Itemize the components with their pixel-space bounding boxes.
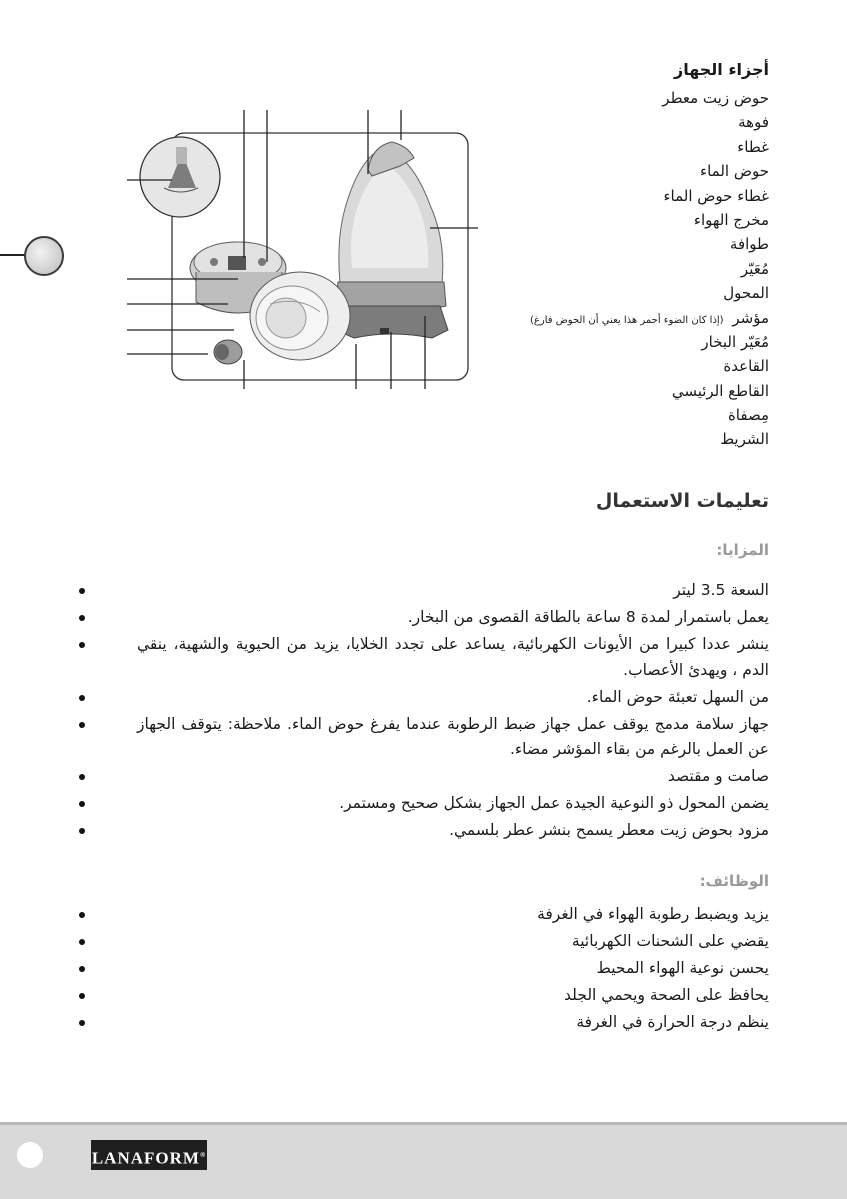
part-item: مخرج الهواء xyxy=(693,210,769,229)
advantage-item: السعة 3.5 ليتر xyxy=(137,578,769,604)
advantage-item: يضمن المحول ذو النوعية الجيدة عمل الجهاز بشكل صحيح ومستمر. xyxy=(137,791,769,817)
part-item: المحول xyxy=(723,284,769,303)
part-item: مُعَيّر البخار xyxy=(701,332,769,351)
function-item: يقضي على الشحنات الكهربائية xyxy=(137,929,769,955)
function-item: يحافظ على الصحة ويحمي الجلد xyxy=(137,983,769,1009)
function-item: يحسن نوعية الهواء المحيط xyxy=(137,956,769,982)
part-item-indicator xyxy=(530,306,769,330)
parts-list xyxy=(530,86,769,452)
advantages-title: المزايا: xyxy=(716,541,769,559)
part-item: فوهة xyxy=(738,113,769,132)
advantage-item: ينشر عددا كبيرا من الأيونات الكهربائية، يساعد على تجدد الخلايا، يزيد من الحيوية والشهية، ينقي الدم ، ويهدئ الأعصاب. xyxy=(137,632,769,683)
part-item: غطاء xyxy=(737,137,769,156)
usage-title: تعليمات الاستعمال xyxy=(595,490,769,512)
advantage-item: من السهل تعبئة حوض الماء. xyxy=(137,685,769,711)
humidifier-figure xyxy=(0,100,490,400)
advantage-item: مزود بحوض زيت معطر يسمح بنشر عطر بلسمي. xyxy=(137,818,769,844)
brand-name: LANAFORM xyxy=(91,1148,200,1168)
brand-logo xyxy=(91,1140,207,1170)
advantage-item: صامت و مقتصد xyxy=(137,764,769,790)
part-item: الشريط xyxy=(720,430,769,449)
part-item: طوافة xyxy=(729,235,769,254)
advantage-item: يعمل باستمرار لمدة 8 ساعة بالطاقة القصوى من البخار. xyxy=(137,605,769,631)
indicator-light xyxy=(380,328,389,334)
filter-part xyxy=(214,340,242,364)
page-number-circle xyxy=(17,1142,43,1168)
advantage-item: جهاز سلامة مدمج يوقف عمل جهاز ضبط الرطوبة عندما يفرغ حوض الماء. ملاحظة: يتوقف الجهاز عن العمل بالرغم من بقاء المؤشر مضاء. xyxy=(137,712,769,763)
advantages-list xyxy=(137,578,769,845)
function-item: يزيد ويضبط رطوبة الهواء في الغرفة xyxy=(137,902,769,928)
part-item: حوض الماء xyxy=(700,162,769,181)
part-item: القاطع الرئيسي xyxy=(671,381,769,400)
registered-mark: ® xyxy=(199,1151,207,1159)
clear-tank xyxy=(250,272,350,360)
functions-title: الوظائف: xyxy=(699,872,769,890)
part-item: مُعَيّر xyxy=(740,259,769,278)
parts-title: أجزاء الجهاز xyxy=(673,60,769,79)
functions-list xyxy=(137,902,769,1037)
part-item: مؤشر xyxy=(732,308,769,327)
function-item: ينظم درجة الحرارة في الغرفة xyxy=(137,1010,769,1036)
part-item: حوض زيت معطر xyxy=(662,89,769,107)
indicator-note: (إذا كان الضوء أحمر هذا يعني أن الحوض فارغ) xyxy=(530,314,724,326)
part-item: مِصفاة xyxy=(727,406,769,425)
part-item: غطاء حوض الماء xyxy=(663,186,769,205)
part-item: القاعدة xyxy=(723,357,769,376)
